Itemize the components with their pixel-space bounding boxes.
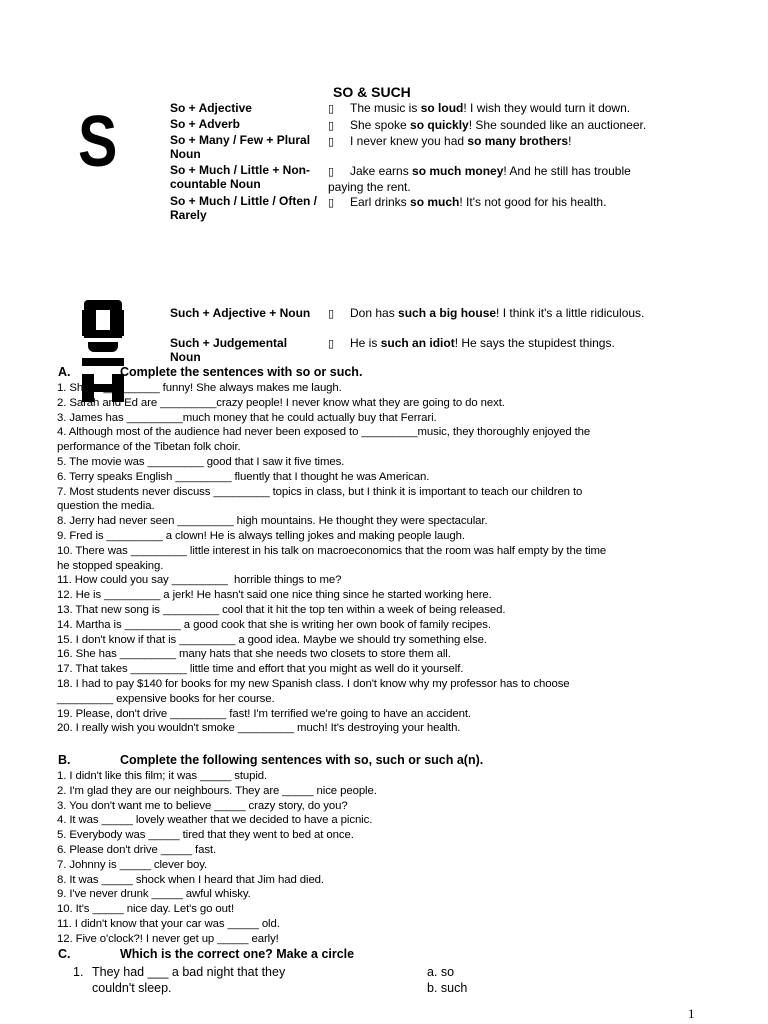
exercise-line: 1. I didn't like this film; it was _____ stupid.	[57, 770, 268, 782]
bullet-icon: ▯	[328, 308, 335, 320]
exercise-line: 4. It was _____ lovely weather that we decided to have a picnic.	[57, 814, 373, 827]
rule-label: So + Many / Few + Plural Noun	[170, 133, 311, 161]
exercise-line: 3. James has _________much money that he could actually buy that Ferrari.	[57, 411, 437, 424]
exercise-line: 8. It was _____ shock when I heard that Jim had died.	[57, 873, 324, 886]
rule-label: So + Adverb	[170, 117, 240, 131]
rule-example: ▯ Earl drinks so much! It's not good for his health.	[328, 195, 607, 209]
rule-example: ▯ I never knew you had so many brothers!	[328, 134, 572, 148]
question-line: couldn't sleep.	[92, 981, 172, 995]
answer-option-b[interactable]: b. such	[427, 981, 468, 995]
exercise-line: 4. Although most of the audience had never been exposed to _________music, they thoroughly enjoyed the	[57, 426, 591, 439]
section-letter: B.	[58, 753, 71, 767]
exercise-line: 15. I don't know if that is _________ a good idea. Maybe we should try something else.	[57, 633, 487, 646]
bullet-icon: ▯	[328, 197, 335, 209]
exercise-line: 1. She is _________ funny! She always makes me laugh.	[57, 382, 342, 394]
exercise-line: 10. It's _____ nice day. Let's go out!	[57, 903, 235, 916]
exercise-line: 18. I had to pay $140 for books for my new Spanish class. I don't know why my professor has to choose	[57, 677, 570, 690]
rule-label: So + Much / Little / Often / Rarely	[170, 194, 318, 222]
exercise-line: performance of the Tibetan folk choir.	[57, 441, 241, 454]
section-letter: C.	[58, 947, 71, 961]
question-line: They had ___ a bad night that they	[92, 965, 286, 979]
exercise-line: 14. Martha is _________ a good cook that she is writing her own book of family recipes.	[57, 618, 491, 631]
exercise-line: 9. Fred is _________ a clown! He is always telling jokes and making people laugh.	[57, 529, 465, 542]
bullet-icon: ▯	[328, 103, 335, 115]
answer-option-a[interactable]: a. so	[427, 965, 455, 979]
bullet-icon: ▯	[328, 120, 335, 132]
exercise-line: 2. Sarah and Ed are _________crazy people! I never know what they are going to do next.	[57, 396, 505, 409]
section-instruction: Complete the following sentences with so, such or such a(n).	[120, 753, 484, 767]
exercise-line: 19. Please, don't drive _________ fast! I'm terrified we're going to have an accident.	[57, 707, 471, 720]
rule-label: Such + Adjective + Noun	[170, 306, 311, 320]
exercise-line: 11. I didn't know that your car was _____ old.	[57, 917, 280, 930]
exercise-line: 6. Terry speaks English _________ fluently that I thought he was American.	[57, 470, 430, 483]
exercise-line: 17. That takes _________ little time and effort that you might as well do it yourself.	[57, 663, 464, 676]
item-number: 1.	[73, 965, 84, 979]
page-title: SO & SUCH	[333, 84, 411, 100]
rule-example: ▯ Don has such a big house! I think it's a little ridiculous.	[328, 306, 645, 320]
section-letter: A.	[58, 365, 71, 379]
exercise-line: 5. The movie was _________ good that I saw it five times.	[57, 455, 345, 468]
rule-example: ▯ Jake earns so much money! And he still has trouble paying the rent.	[328, 164, 631, 194]
exercise-line: _________ expensive books for her course.	[57, 692, 275, 705]
rule-example: ▯ He is such an idiot! He says the stupidest things.	[328, 336, 615, 350]
so-logo-graphic	[76, 102, 130, 292]
exercise-line: 7. Most students never discuss _________ topics in class, but I think it is important to teach our children to	[57, 485, 583, 498]
rule-label: So + Much / Little + Non-countable Noun	[170, 163, 311, 191]
exercise-line: 9. I've never drunk _____ awful whisky.	[57, 888, 251, 901]
exercise-line: 6. Please don't drive _____ fast.	[57, 843, 217, 856]
section-instruction: Which is the correct one? Make a circle	[120, 947, 355, 961]
exercise-line: 12. Five o'clock?! I never get up _____ early!	[57, 932, 279, 945]
bullet-icon: ▯	[328, 136, 335, 148]
exercise-line: 11. How could you say _________ horrible things to me?	[57, 574, 342, 587]
exercise-line: 20. I really wish you wouldn't smoke _________ much! It's destroying your health.	[57, 722, 461, 735]
rule-label: Such + Judgemental Noun	[170, 336, 288, 364]
section-instruction: Complete the sentences with so or such.	[120, 365, 363, 379]
exercise-line: question the media.	[57, 500, 155, 513]
rule-example: ▯ She spoke so quickly! She sounded like an auctioneer.	[328, 118, 647, 132]
section-c-heading	[58, 947, 354, 961]
exercise-line: 2. I'm glad they are our neighbours. They are _____ nice people.	[57, 784, 377, 797]
bullet-icon: ▯	[328, 338, 335, 350]
exercise-line: 12. He is _________ a jerk! He hasn't said one nice thing since he started working here.	[57, 589, 492, 602]
exercise-line: 16. She has _________ many hats that she needs two closets to store them all.	[57, 648, 451, 661]
o-block-5	[88, 342, 118, 352]
exercise-line: 7. Johnny is _____ clever boy.	[57, 858, 208, 871]
exercise-line: 5. Everybody was _____ tired that they went to bed at once.	[57, 829, 354, 842]
section-b-heading	[58, 753, 483, 767]
exercise-line: 13. That new song is _________ cool that it hit the top ten within a week of being released.	[57, 603, 506, 616]
o-block-1	[84, 300, 122, 310]
page-number: 1	[688, 1006, 695, 1021]
letter-s-graphic: S	[78, 102, 118, 182]
rule-label: So + Adjective	[170, 101, 252, 115]
bullet-icon: ▯	[328, 166, 335, 178]
section-a-list	[57, 381, 707, 736]
exercise-line: 10. There was _________ little interest in his talk on macroeconomics that the room was half empty by the time	[57, 544, 607, 557]
rule-example: ▯ The music is so loud! I wish they would turn it down.	[328, 101, 631, 115]
exercise-line: 3. You don't want me to believe _____ crazy story, do you?	[57, 799, 348, 812]
section-a-heading	[58, 365, 362, 379]
section-b-list	[57, 769, 707, 947]
exercise-line: he stopped speaking.	[57, 559, 164, 572]
exercise-line: 8. Jerry had never seen _________ high mountains. He thought they were spectacular.	[57, 515, 488, 528]
o-block-4	[84, 330, 122, 338]
